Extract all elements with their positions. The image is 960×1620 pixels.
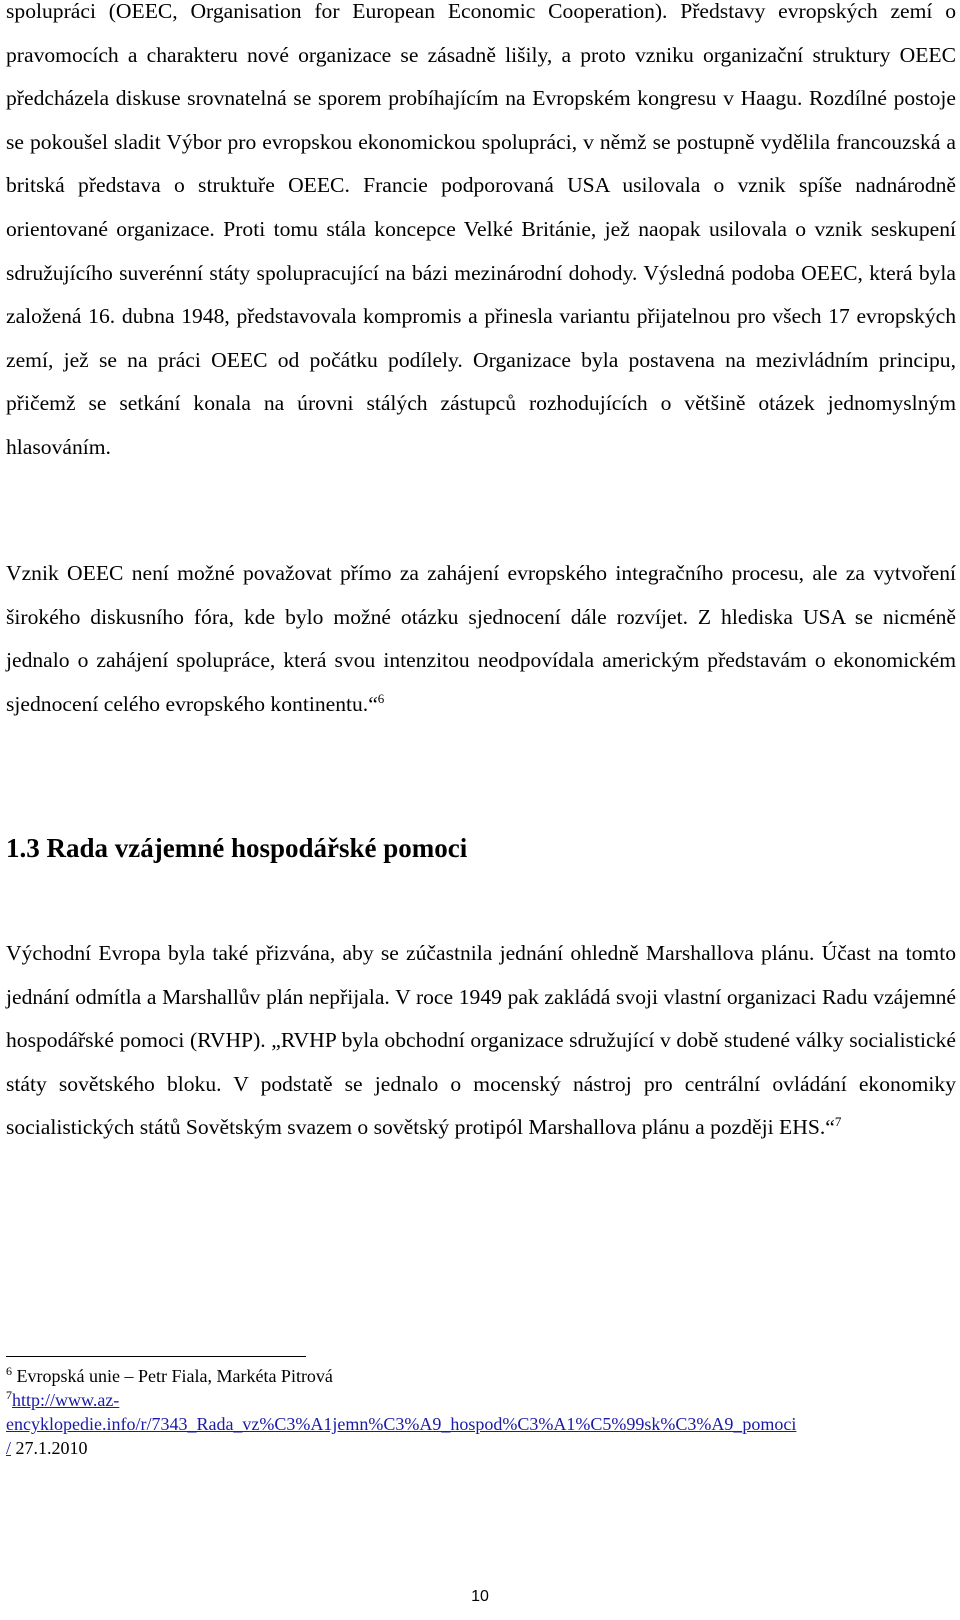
footnote-7 <box>6 1388 956 1460</box>
footnote-6 <box>6 1364 956 1388</box>
footnote-ref-7[interactable]: 7 <box>834 1114 842 1130</box>
page-number: 10 <box>471 1588 489 1605</box>
footnote-6-text: Evropská unie – Petr Fiala, Markéta Pitrová <box>16 1366 333 1386</box>
footnote-7-link-line3[interactable]: / <box>6 1438 12 1458</box>
footnote-7-date: 27.1.2010 <box>15 1438 88 1458</box>
paragraph-oeec-significance <box>6 552 956 726</box>
paragraph-oeec-structure: spolupráci (OEEC, Organisation for European Economic Cooperation). Představy evropských zemí o pravomocích a charakteru nové organizace se zásadně lišily, a proto vzniku organizační struktury OEEC předcházela diskuse srovnatelná se sporem probíhajícím na Evropském kongresu v Haagu. Rozdílné postoje se pokoušel sladit Výbor pro evropskou ekonomickou spolupráci, v němž se postupně vydělila francouzská a britská představa o struktuře OEEC. Francie podporovaná USA usilovala o vznik spíše nadnárodně orientované organizace. Proti tomu stála koncepce Velké Británie, jež naopak usilovala o vznik seskupení sdružujícího suverénní státy spolupracující na bázi mezinárodní dohody. Výsledná podoba OEEC, která byla založená 16. dubna 1948, představovala kompromis a přinesla variantu přijatelnou pro všech 17 evropských zemí, jež se na práci OEEC od počátku podílely. Organizace byla postavena na mezivládním principu, přičemž se setkání konala na úrovni stálých zástupců rozhodujících o většině otázek jednomyslným hlasováním. <box>6 0 956 459</box>
footnote-7-link-line2[interactable]: encyklopedie.info/r/7343_Rada_vz%C3%A1jemn%C3%A9_hospod%C3%A1%C5%99sk%C3%A9_pomoci <box>6 1414 797 1434</box>
footnote-7-number: 7 <box>6 1388 12 1402</box>
paragraph-rvhp <box>6 932 956 1150</box>
paragraph-oeec-significance-text: Vznik OEEC není možné považovat přímo za zahájení evropského integračního procesu, ale za vytvoření širokého diskusního fóra, kde bylo možné otázku sjednocení dále rozvíjet. Z hlediska USA se nicméně jednalo o zahájení spolupráce, která svou intenzitou neodpovídala americkým představám o ekonomickém sjednocení celého evropského kontinentu.“ <box>6 561 956 716</box>
footnote-6-number: 6 <box>6 1364 12 1378</box>
footnote-separator <box>6 1356 306 1357</box>
paragraph-rvhp-text: Východní Evropa byla také přizvána, aby se zúčastnila jednání ohledně Marshallova plánu. Účast na tomto jednání odmítla a Marshallův plán nepřijala. V roce 1949 pak zakládá svoji vlastní organizaci Radu vzájemné hospodářské pomoci (RVHP). „RVHP byla obchodní organizace sdružující v době studené války socialistické státy sovětského bloku. V podstatě se jednalo o mocenský nástroj pro centrální ovládání ekonomiky socialistických států Sovětským svazem o sovětský protipól Marshallova plánu a později EHS.“ <box>6 941 956 1140</box>
footnote-ref-6[interactable]: 6 <box>377 690 385 706</box>
footnote-7-link-line1[interactable]: http://www.az- <box>12 1390 120 1410</box>
footnote-7-link[interactable] <box>6 1390 796 1458</box>
section-heading: 1.3 Rada vzájemné hospodářské pomoci <box>6 833 468 863</box>
